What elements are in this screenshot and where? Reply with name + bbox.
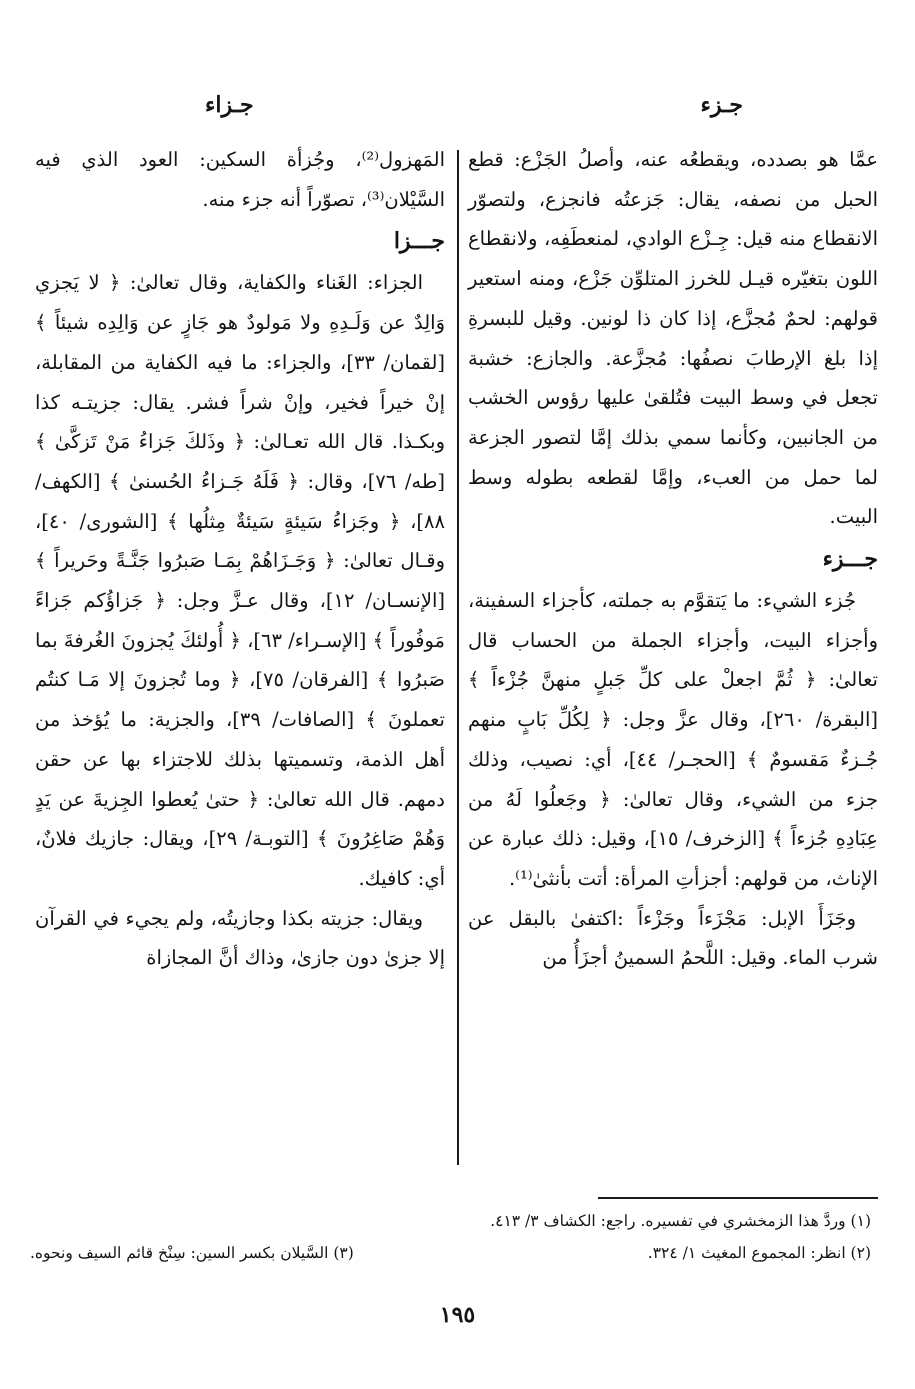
entry-juz-paragraph-2: وجَزَأَ الإبل: مَجْزَءاً وجَزْءاً :اكتفىٰ بالبقل عن شرب الماء. وقيل: اللَّحمُ السمينُ أجزَأُ من — [468, 906, 878, 970]
entry-jaza-paragraph: الجزاء: الغَناء والكفاية، وقال تعالىٰ: ﴿ لا يَجزي وَالِدٌ عن وَلَـدِهِ ولا مَولودٌ هو جَازٍ عن وَالِدِه شيئاً ﴾ [لقمان/ ٣٣]، والجزاء: ما فيه الكفاية من المقابلة، إنْ خيراً فخير، وإنْ شراً فشر. يقال: جزيتـه كذا وبكـذا. قال الله تعـالىٰ: ﴿ وذَلكَ جَزاءُ مَنْ تَزكَّىٰ ﴾ [طه/ ٧٦]، وقال: ﴿ فَلَهُ جَـزاءُ الحُسنىٰ ﴾ [الكهف/ ٨٨]، ﴿ وجَزاءُ سَيئةٍ سَيئةٌ مِثلُها ﴾ [الشورى/ ٤٠]، وقـال تعالىٰ: ﴿ وَجَـزَاهُمْ بِمَـا صَبرُوا جَنَّـةً وحَريراً ﴾ [الإنسـان/ ١٢]، وقال عـزَّ وجل: ﴿ جَزاؤُكم جَزاءً مَوفُوراً ﴾ [الإسـراء/ ٦٣]، ﴿ أُولئكَ يُجزونَ الغُرفةَ بما صَبرُوا ﴾ [الفرقان/ ٧٥]، ﴿ وما تُجزونَ إلا مَـا كنتُم تعملونَ ﴾ [الصافات/ ٣٩]، والجزية: ما يُؤخذ من أهل الذمة، وتسميتها بذلك للاجتزاء بها عن حقن دمهم. قال الله تعالىٰ: ﴿ حتىٰ يُعطوا الجِزيةَ عن يَدٍ وَهُمْ صَاغِرُونَ ﴾ [التوبـة/ ٢٩]، ويقال: جازيك فلانٌ، أي: كافيك. — [35, 271, 446, 890]
entry-jaza-paragraph-2: ويقال: جزيته بكذا وجازيتُه، ولم يجيء في القرآن إلا جزىٰ دون جازىٰ، وذاك أنَّ المجازاة — [35, 906, 445, 970]
footnote-2: (٢) انظر: المجموع المغيث ١/ ٣٢٤. — [647, 1244, 871, 1262]
running-header-left: جـزاء — [205, 92, 254, 118]
entry-juz-paragraph: جُزء الشيء: ما يَتقوَّم به جملته، كأجزاء السفينة، وأجزاء البيت، وأجزاء الجملة من الحساب قال تعالىٰ: ﴿ ثُمَّ اجعلْ على كلِّ جَبلٍ منهنَّ جُزْءاً ﴾ [البقرة/ ٢٦٠]، وقال عزَّ وجل: ﴿ لِكُلِّ بَابٍ منهم جُـزءٌ مَقسومٌ ﴾ [الحجـر/ ٤٤]، أي: نصيب، وذلك جزء من الشيء، وقال تعالىٰ: ﴿ وجَعلُوا لَهُ من عِبَادِهِ جُزءاً ﴾ [الزخرف/ ١٥]، وقيل: ذلك عبارة عن الإناث، من قولهم: أجزأتِ المرأة: أتت بأنثىٰ⁽¹⁾. — [468, 589, 878, 890]
page-number: ١٩٥ — [439, 1302, 476, 1328]
entry-heading-jaza: جـــزا — [393, 228, 445, 255]
right-column — [468, 140, 878, 978]
column-divider — [457, 150, 459, 1165]
entry-heading-juz: جـــزء — [822, 546, 878, 573]
running-header-right: جـزء — [700, 92, 743, 118]
left-column — [35, 140, 445, 978]
footnote-1: (١) وردَّ هذا الزمخشري في تفسيره. راجع: الكشاف ٣/ ٤١٣. — [490, 1212, 871, 1230]
entry-juz-continuation: المَهزول⁽²⁾، وجُزأة السكين: العود الذي فيه السَّيْلان⁽³⁾، تصوّراً أنه جزء منه. — [35, 148, 445, 211]
footnote-rule — [598, 1197, 878, 1199]
footnote-3: (٣) السَّيلان بكسر السين: سِنْخ قائم السيف ونحوه. — [30, 1244, 354, 1262]
entry-jaz-continuation: عمَّا هو بصدده، ويقطعُه عنه، وأصلُ الجَزْع: قطع الحبل من نصفه، يقال: جَزعتُه فانجزع، ولتصوّر الانقطاع منه قيل: جِـزْع الوادي، لمنعطَفِه، ولانقطاع اللون بتغيّره قيـل للخرز المتلوِّن جَزْع، ومنه استعير قولهم: لحمٌ مُجزَّع، إذا كان ذا لونين. وقيل للبسرةِ إذا بلغ الإرطابَ نصفُها: مُجزَّعة. والجازع: خشبة تجعل في وسط البيت فتُلقىٰ عليها رؤوس الخشب من الجانبين، وكأنما سمي بذلك إمَّا لتصور الجزعة لما حمل من العبء، وإمَّا لقطعه بطوله وسط البيت. — [468, 148, 878, 529]
